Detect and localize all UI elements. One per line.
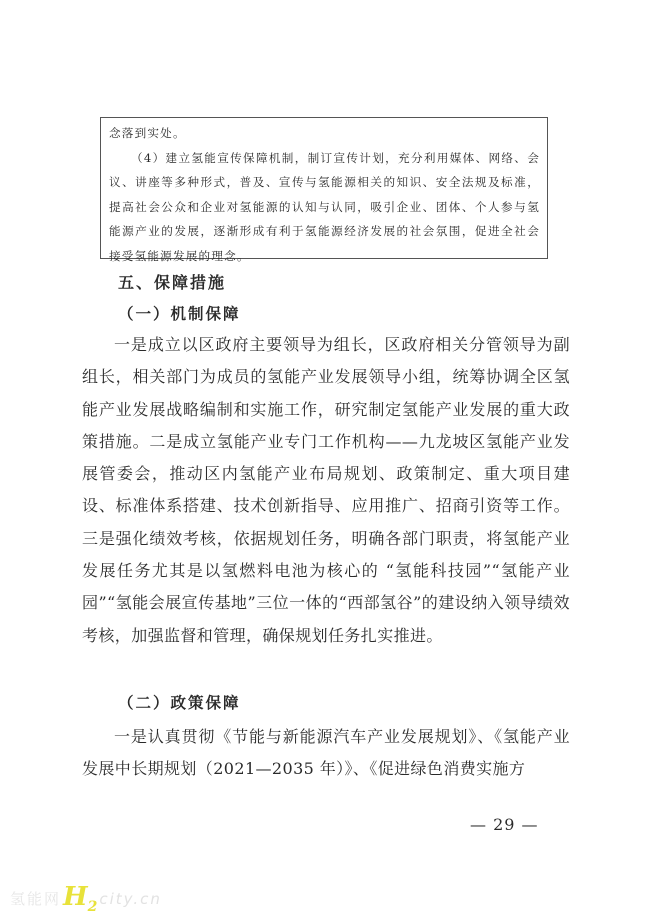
watermark <box>10 882 162 915</box>
watermark-domain: city.cn <box>99 889 162 908</box>
watermark-text: 氢能网 <box>10 890 62 909</box>
paragraph-2: 一是认真贯彻《节能与新能源汽车产业发展规划》、《氢能产业发展中长期规划（2021—2035 年）》、《促进绿色消费实施方 <box>82 727 570 779</box>
paragraph-1: 一是成立以区政府主要领导为组长，区政府相关分管领导为副组长，相关部门为成员的氢能产业发展领导小组，统筹协调全区氢能产业发展战略编制和实施工作，研究制定氢能产业发展的重大政策措施。二是成立氢能产业专门工作机构——九龙坡区氢能产业发展管委会，推动区内氢能产业布局规划、政策制定、重大项目建设、标准体系搭建、技术创新指导、应用推广、招商引资等工作。三是强化绩效考核，依据规划任务，明确各部门职责，将氢能产业发展任务尤其是以氢燃料电池为核心的 “氢能科技园”“氢能产业园”“氢能会展宣传基地”三位一体的“西部氢谷”的建设纳入领导绩效考核，加强监督和管理，确保规划任务扎实推进。 <box>82 335 570 645</box>
page-number: — 29 — <box>470 815 539 834</box>
subsection-heading-2: （二）政策保障 <box>118 693 241 712</box>
watermark-logo: $H_2$ <box>63 882 98 916</box>
subsection-heading-1: （一）机制保障 <box>118 304 241 323</box>
box-line: 念落到实处。 <box>109 126 186 140</box>
box-item-4: （4）建立氢能宣传保障机制，制订宣传计划，充分利用媒体、网络、会议、讲座等多种形式，普及、宣传与氢能源相关的知识、安全法规及标准，提高社会公众和企业对氢能源的认知与认同，吸引企业、团体、个人参与氢能源产业的发展，逐渐形成有利于氢能源经济发展的社会氛围，促进全社会接受氢能源发展的理念。 <box>109 150 540 263</box>
text-box <box>100 117 548 263</box>
section-heading: 五、保障措施 <box>118 273 227 292</box>
